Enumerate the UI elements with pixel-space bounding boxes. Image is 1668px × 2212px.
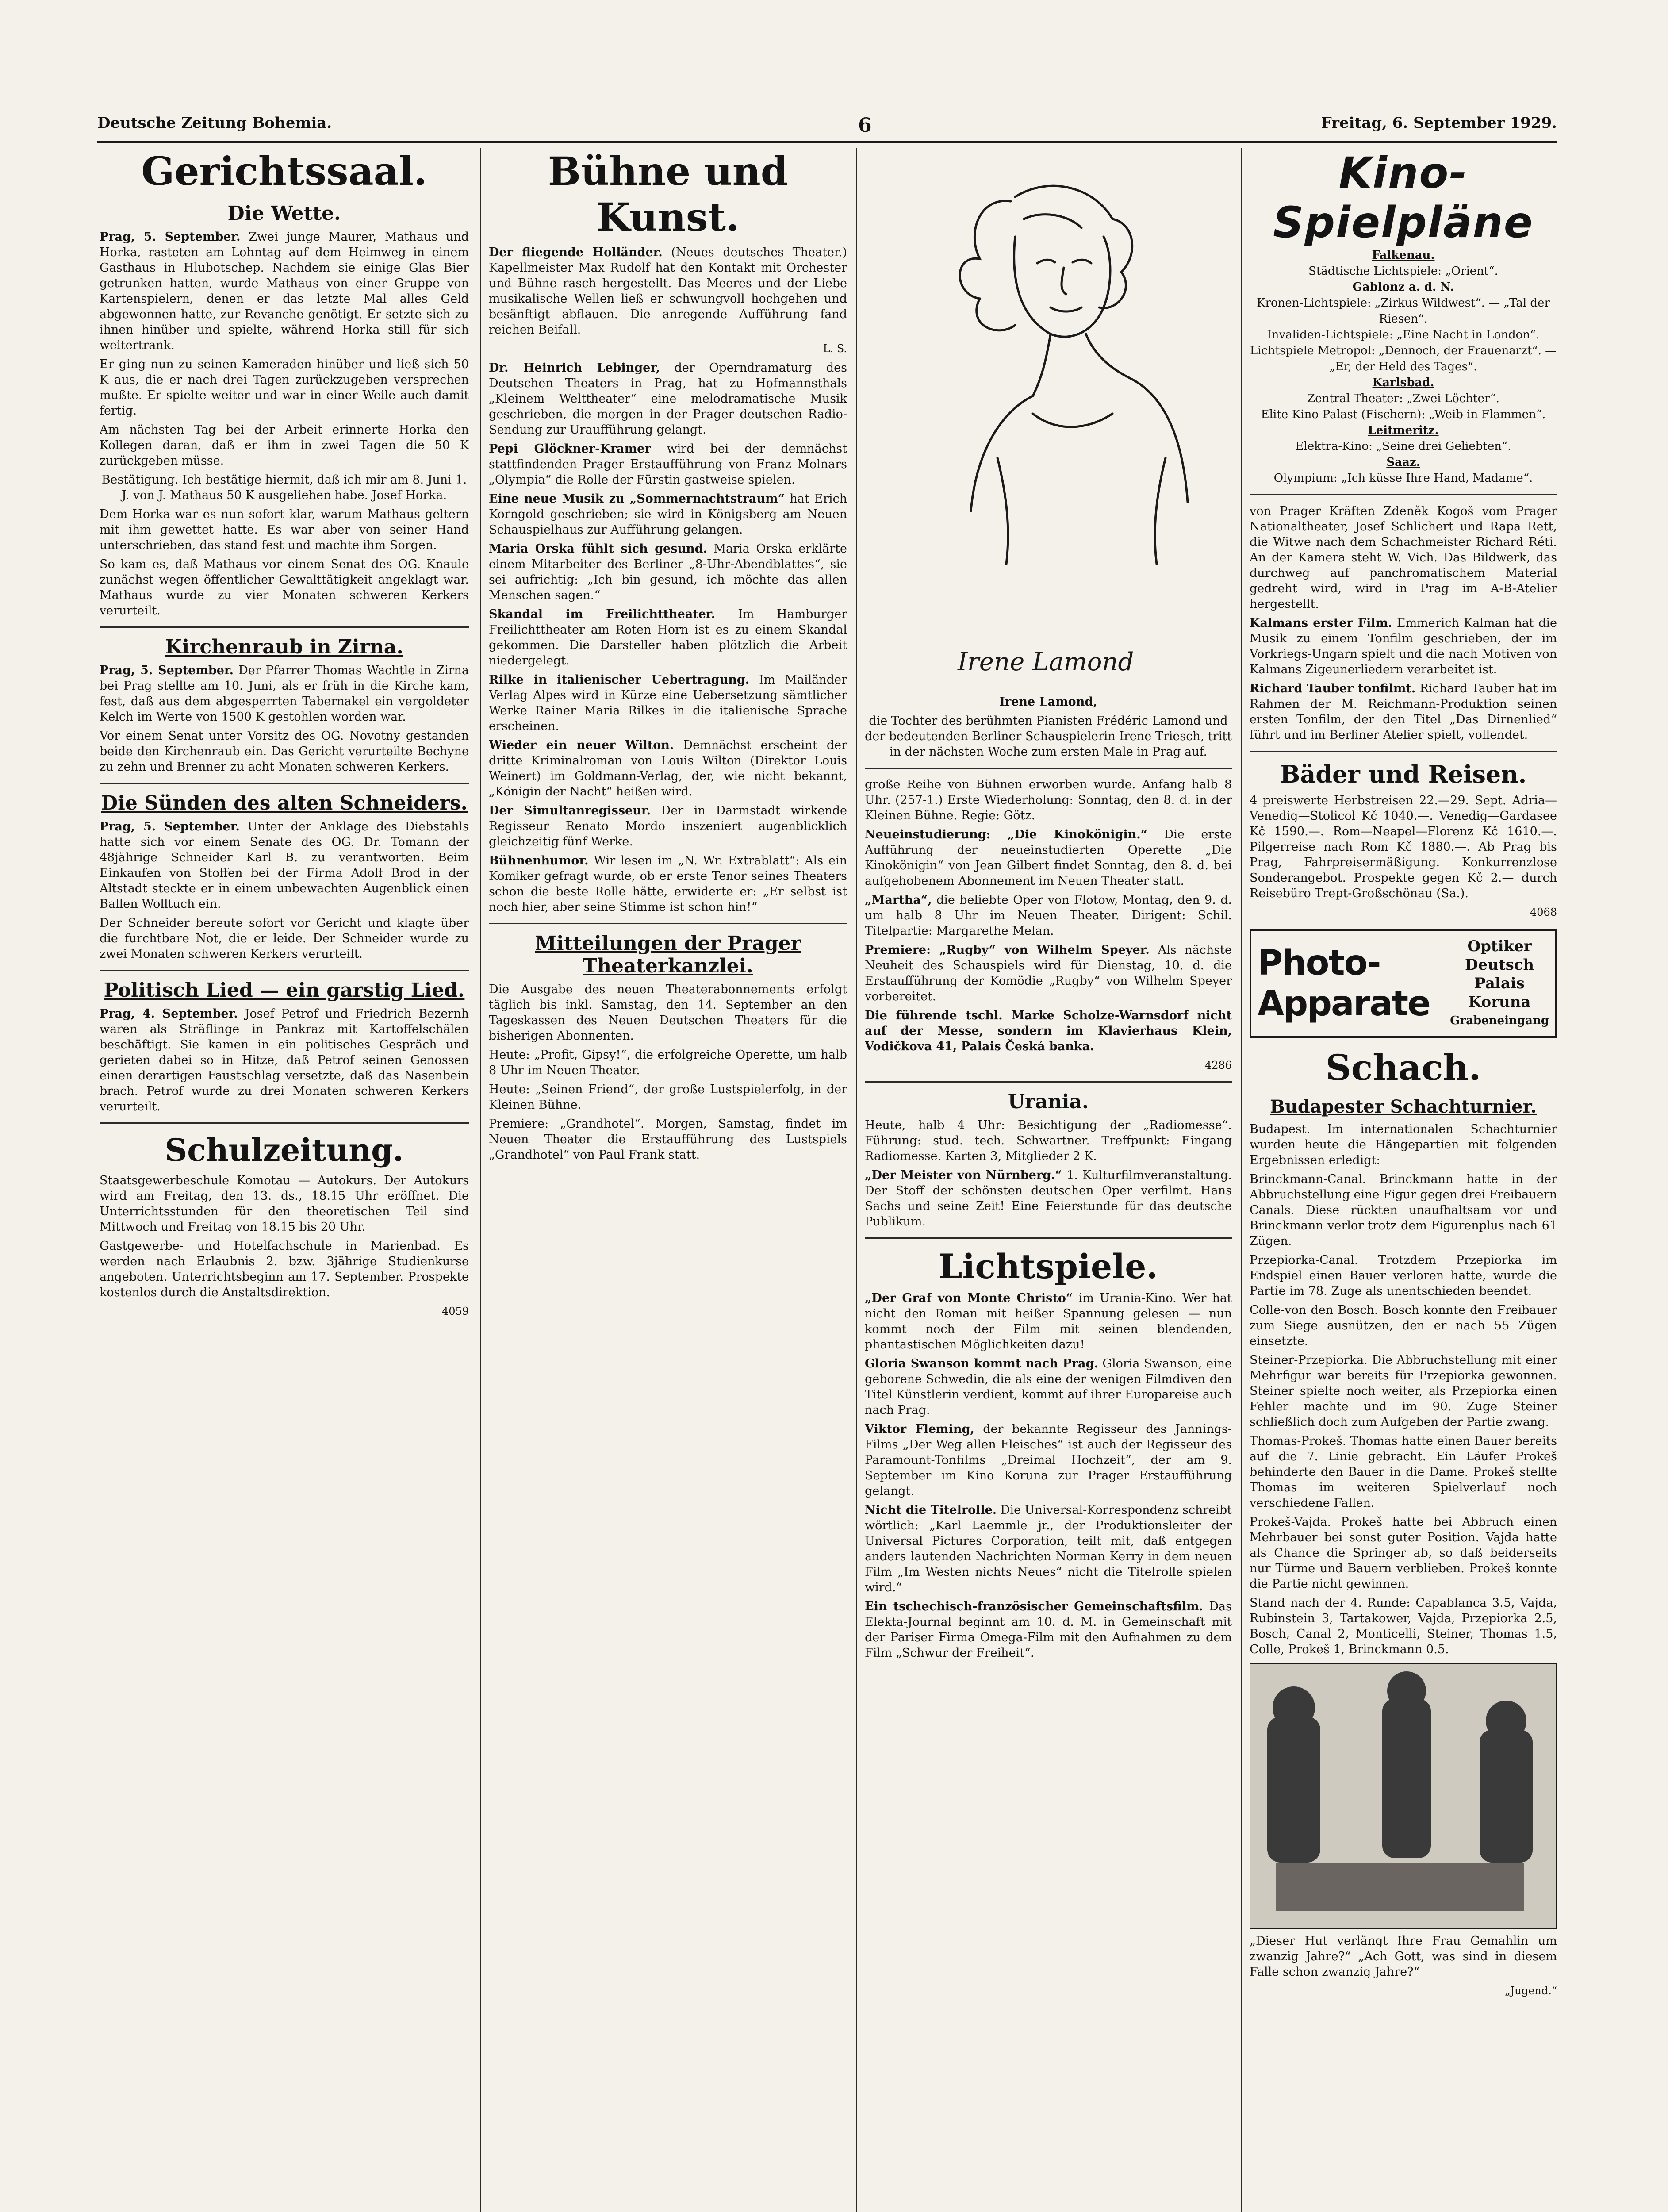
article-paragraph: Maria Orska fühlt sich gesund. Maria Orska erklärte einem Mitarbeiter des Berliner „8-Uhr-Abendblattes“, sie sei aufrichtig: „Ich bin gesund, ich möchte das allen Menschen sagen.“ xyxy=(489,542,847,602)
article-paragraph: Bühnenhumor. Wir lesen im „N. Wr. Extrablatt“: Als ein Komiker gefragt wurde, ob er erste Tenor seines Theaters schon die beste Rolle hätte, erwiderte er: „Er selbst ist noch hier, aber seine Stimme ist schon hin!“ xyxy=(489,854,847,914)
cartoon-caption: „Dieser Hut verlängt Ihre Frau Gemahlin um zwanzig Jahre?“ „Ach Gott, was sind in diesem Falle schon zwanzig Jahre?“ xyxy=(1250,1934,1557,1979)
article-paragraph: Pepi Glöckner-Kramer wird bei der demnächst stattfindenden Prager Erstaufführung von Franz Molnars „Olympia“ die Rolle der Fürstin gastweise spielen. xyxy=(489,442,847,487)
divider xyxy=(489,923,847,924)
cartoon-image xyxy=(1250,1663,1557,1929)
listing-item: Leitmeritz. Elektra-Kino: „Seine drei Geliebten“. xyxy=(1295,424,1511,453)
article-title-wette: Die Wette. xyxy=(227,202,341,225)
article-paragraph: Wieder ein neuer Wilton. Demnächst erscheint der dritte Kriminalroman von Louis Wilton (Direktor Louis Weinert) im Goldmann-Verlag, der, wie nicht bekannt, „Königin der Nacht“ heißen wird. xyxy=(489,738,847,799)
divider xyxy=(100,783,469,784)
article-paragraph: Premiere: „Rugby“ von Wilhelm Speyer. Als nächste Neuheit des Schauspiels wird für Dienstag, 10. d. die Erstaufführung der Komödie „Rugby“ von Wilhelm Speyer vorbereitet. xyxy=(865,943,1232,1003)
article-paragraph: Die Ausgabe des neuen Theaterabonnements erfolgt täglich bis inkl. Samstag, den 14. September an den Tageskassen des Neuen Deutschen Theaters für die bisherigen Abonnenten. xyxy=(489,983,847,1043)
listing-item: Invaliden-Lichtspiele: „Eine Nacht in London“. xyxy=(1267,328,1540,342)
article-paragraph: Der fliegende Holländer. (Neues deutsches Theater.) Kapellmeister Max Rudolf hat den Kontakt mit Orchester und Bühne rasch hergestellt. Das Meeres und der Liebe musikalische Wellen ließ er schwungvoll hochgehen und besänftigt abflauen. Die anregende Aufführung fand reichen Beifall. xyxy=(489,246,847,337)
column-lichtspiele xyxy=(865,148,1232,2212)
article-paragraph: Colle-von den Bosch. Bosch konnte den Freibauer zum Siege ausnützen, den er nach 55 Zügen einsetzte. xyxy=(1250,1303,1557,1348)
article-paragraph: Eine neue Musik zu „Sommernachtstraum“ hat Erich Korngold geschrieben; sie wird in Königsberg am Neuen Schauspielhaus zur Aufführung gelangen. xyxy=(489,492,847,537)
article-paragraph: große Reihe von Bühnen erworben wurde. Anfang halb 8 Uhr. (257-1.) Erste Wiederholung: Sonntag, den 8. d. in der Kleinen Bühne. Regie: Götz. xyxy=(865,778,1232,822)
article-paragraph: Heute: „Seinen Friend“, der große Lustspielerfolg, in der Kleinen Bühne. xyxy=(489,1083,847,1112)
divider xyxy=(865,1237,1232,1239)
issue-date: Freitag, 6. September 1929. xyxy=(1321,114,1557,132)
article-paragraph: Prag, 4. September. Josef Petrof und Friedrich Bezernh waren als Sträflinge in Pankraz mit Kartoffelschälen beschäftigt. Sie kamen in ein politisches Gespräch und gerieten dabei so in Hitze, daß Petrof seinen Genossen einen derartigen Faustschlag versetzte, daß das Nasenbein brach. Petrof wurde zu drei Monaten schweren Kerkers verurteilt. xyxy=(100,1007,469,1114)
article-paragraph: „Der Graf von Monte Christo“ im Urania-Kino. Wer hat nicht den Roman mit heißer Spannung gelesen — nun kommt noch der Film mit seinen blendenden, phantastischen Möglichkeiten dazu! xyxy=(865,1291,1232,1352)
page-header xyxy=(97,114,1557,141)
column-gerichtssaal xyxy=(100,148,469,2212)
column-buehne-und-kunst xyxy=(489,148,847,2212)
article-signature: L. S. xyxy=(823,342,847,355)
article-note: Bestätigung. Ich bestätige hiermit, daß ich mir am 8. Juni 1. J. von J. Mathaus 50 K ausgeliehen habe. Josef Horka. xyxy=(101,473,467,502)
article-paragraph: Der Schneider bereute sofort vor Gericht und klagte über die furchtbare Not, die er leide. Der Schneider wurde zu zwei Monaten schweren Kerkers verurteilt. xyxy=(100,916,469,961)
article-paragraph: Prokeš-Vajda. Prokeš hatte bei Abbruch einen Mehrbauer bei sonst guter Position. Vajda hatte als Chance die Springer ab, so daß beiderseits nur Türme und Bauern verblieben. Prokeš konnte die Partie nicht gewinnen. xyxy=(1250,1515,1557,1591)
ad-number: 4059 xyxy=(441,1305,469,1317)
article-paragraph: „Der Meister von Nürnberg.“ 1. Kulturfilmveranstaltung. Der Stoff der schönsten deutschen Oper verfilmt. Hans Sachs und seine Zeit! Eine Feierstunde für das deutsche Publikum. xyxy=(865,1168,1232,1229)
column-divider xyxy=(480,148,481,2212)
section-title-buehne-und-kunst: Bühne und Kunst. xyxy=(548,148,788,240)
column-divider xyxy=(1241,148,1242,2212)
divider xyxy=(1250,494,1557,495)
article-paragraph: Staatsgewerbeschule Komotau — Autokurs. Der Autokurs wird am Freitag, den 13. ds., 18.15 Uhr eröffnet. Die Unterrichtsstunden für den theoretischen Teil sind Mittwoch und Freitag von 18.15 bis 20 Uhr. xyxy=(100,1174,469,1234)
listing-item: Lichtspiele Metropol: „Dennoch, der Frauenarzt“. — „Er, der Held des Tages“. xyxy=(1250,344,1557,373)
photo-apparate-advertisement xyxy=(1250,929,1557,1038)
section-title-gerichtssaal: Gerichtssaal. xyxy=(141,148,427,194)
article-paragraph: Premiere: „Grandhotel“. Morgen, Samstag, findet im Neuen Theater die Erstaufführung des Lustspiels „Grandhotel“ von Paul Frank statt. xyxy=(489,1117,847,1162)
article-paragraph: von Prager Kräften Zdeněk Kogoš vom Prager Nationaltheater, Josef Schlichert und Rapa Rett, die Witwe nach dem Schachmeister Richard Réti. An der Kamera steht W. Vich. Das Bildwerk, das durchweg auf panchromatischem Material gedreht wird, wird in Prag im A-B-Atelier hergestellt. xyxy=(1250,504,1557,611)
article-paragraph: Prag, 5. September. Zwei junge Maurer, Mathaus und Horka, rasteten am Lohntag auf dem Heimweg in einem Gasthaus in Hlubotschep. Nachdem sie einige Glas Bier getrunken hatten, wurde Mathaus von einer Gruppe von Kartenspielern, denen er das letzte Mal alles Geld abgewonnen hatte, zur Revanche genötigt. Er setzte sich zu ihnen hinüber und spielte, während Horka still für sich weitertrank. xyxy=(100,230,469,352)
article-paragraph: Viktor Fleming, der bekannte Regisseur des Jannings-Films „Der Weg allen Fleisches“ ist auch der Regisseur des Paramount-Tonfilms „Dreimal Hochzeit“, der am 9. September im Kino Koruna zur Prager Erstaufführung gelangt. xyxy=(865,1422,1232,1498)
listing-item: Karlsbad. Zentral-Theater: „Zwei Löchter“. xyxy=(1307,376,1499,405)
section-title-baeder-und-reisen: Bäder und Reisen. xyxy=(1280,760,1527,788)
header-rule xyxy=(97,141,1557,143)
page-number: 6 xyxy=(858,114,872,137)
column-kino-schach xyxy=(1250,148,1557,2212)
listing-item: Falkenau. Städtische Lichtspiele: „Orient“. xyxy=(1308,249,1498,278)
column-divider xyxy=(856,148,857,2212)
section-title-schulzeitung: Schulzeitung. xyxy=(165,1132,404,1168)
article-paragraph: Brinckmann-Canal. Brinckmann hatte in der Abbruchstellung eine Figur gegen drei Freibauern Canals. Diese rückten unaufhaltsam vor und Brinckmann verlor trotz dem Figurenplus nach 61 Zügen. xyxy=(1250,1172,1557,1248)
article-paragraph: So kam es, daß Mathaus vor einem Senat des OG. Knaule zunächst wegen öffentlicher Gewalttätigkeit angeklagt war. Mathaus wurde zu vier Monaten schweren Kerkers verurteilt. xyxy=(100,557,469,618)
ad-headline: Photo-Apparate xyxy=(1258,943,1430,1024)
section-title-urania: Urania. xyxy=(1008,1091,1089,1113)
article-paragraph: Stand nach der 4. Runde: Capablanca 3.5, Vajda, Rubinstein 3, Tartakower, Vajda, Przepiorka 2.5, Bosch, Canal 2, Monticelli, Steiner, Thomas 1.5, Colle, Prokeš 1, Brinckmann 0.5. xyxy=(1250,1596,1557,1656)
divider xyxy=(100,626,469,628)
article-paragraph: Prag, 5. September. Der Pfarrer Thomas Wachtle in Zirna bei Prag stellte am 10. Juni, als er früh in die Kirche kam, fest, daß aus dem abgesperrten Tabernakel ein vergoldeter Kelch im Werte von 1500 K gestohlen worden war. xyxy=(100,664,469,724)
section-title-schach: Schach. xyxy=(1325,1047,1481,1088)
portrait-caption: die Tochter des berühmten Pianisten Frédéric Lamond und der bedeutenden Berliner Schauspielerin Irene Triesch, tritt in der nächsten Woche zum ersten Male in Prag auf. xyxy=(865,714,1232,759)
divider xyxy=(100,1122,469,1124)
article-title-politisch-lied: Politisch Lied — ein garstig Lied. xyxy=(104,979,465,1002)
portrait-sketch-image xyxy=(865,148,1232,692)
article-paragraph: Nicht die Titelrolle. Die Universal-Korrespondenz schreibt wörtlich: „Karl Laemmle jr., der Produktionsleiter der Universal Pictures Corporation, teilt mit, daß entgegen anders lautenden Nachrichten Norman Kerry in dem neuen Film „Im Westen nichts Neues“ nicht die Titelrolle spielen wird.“ xyxy=(865,1503,1232,1594)
article-paragraph: Steiner-Przepiorka. Die Abbruchstellung mit einer Mehrfigur war bereits für Przepiorka gewonnen. Steiner spielte noch weiter, als Przepiorka einen Fehler machte und im 90. Zuge Steiner schließlich doch zum Aufgeben der Partie zwang. xyxy=(1250,1353,1557,1429)
article-paragraph: Gloria Swanson kommt nach Prag. Gloria Swanson, eine geborene Schwedin, die als eine der wenigen Filmdiven den Titel Künstlerin verdient, kommt auf ihrer Europareise auch nach Prag. xyxy=(865,1357,1232,1417)
article-title-budapester-turnier: Budapester Schachturnier. xyxy=(1269,1096,1537,1117)
portrait-signature: Irene Lamond xyxy=(958,648,1134,676)
article-paragraph: Thomas-Prokeš. Thomas hatte einen Bauer bereits auf die 7. Linie gebracht. Ein Läufer Prokeš behinderte den Bauer in die Dame. Prokeš stellte Thomas im weiteren Spielverlauf noch verschiedene Fallen. xyxy=(1250,1434,1557,1510)
article-paragraph: Am nächsten Tag bei der Arbeit erinnerte Horka den Kollegen daran, daß er ihm in zwei Tagen die 50 K zurückgeben müsse. xyxy=(100,423,469,468)
divider xyxy=(865,1081,1232,1083)
listing-item: Elite-Kino-Palast (Fischern): „Weib in Flammen“. xyxy=(1261,408,1546,421)
section-title-lichtspiele: Lichtspiele. xyxy=(939,1247,1158,1286)
ad-number: 4068 xyxy=(1530,906,1557,918)
article-paragraph: Dr. Heinrich Lebinger, der Operndramaturg des Deutschen Theaters in Prag, hat zu Hofmannsthals „Kleinem Welttheater“ eine melodramatische Musik geschrieben, die morgen in der Prager deutschen Radio-Sendung zur Uraufführung gelangt. xyxy=(489,361,847,437)
article-title-schneider: Die Sünden des alten Schneiders. xyxy=(101,792,468,814)
article-paragraph: Kalmans erster Film. Emmerich Kalman hat die Musik zu einem Tonfilm geschrieben, der im Vorkriegs-Ungarn spielt und die nach Motiven von Kalmans Zigeunerliedern verarbeitet ist. xyxy=(1250,616,1557,676)
ad-number: 4286 xyxy=(1204,1059,1232,1071)
ad-address: Optiker Deutsch Palais Koruna Grabeneingang xyxy=(1450,937,1549,1027)
listing-item: Gablonz a. d. N. Kronen-Lichtspiele: „Zirkus Wildwest“. — „Tal der Riesen“. xyxy=(1257,280,1550,326)
article-paragraph: Skandal im Freilichttheater. Im Hamburger Freilichttheater am Roten Horn ist es zu einem Skandal gekommen. Die Darsteller haben plötzlich die Arbeit niedergelegt. xyxy=(489,607,847,668)
article-paragraph: Prag, 5. September. Unter der Anklage des Diebstahls hatte sich vor einem Senate des OG. Dr. Tomann der 48jährige Schneider Karl B. zu verantworten. Beim Einkaufen von Stoffen bei der Firma Adolf Brod in der Altstadt steckte er in einem unbewachten Augenblick einen Ballen Wolltuch ein. xyxy=(100,820,469,911)
article-paragraph: Rilke in italienischer Uebertragung. Im Mailänder Verlag Alpes wird in Kürze eine Uebersetzung sämtlicher Werke Rainer Maria Rilkes in die italienische Sprache erscheinen. xyxy=(489,673,847,733)
divider xyxy=(100,970,469,971)
listing-item: Saaz. Olympium: „Ich küsse Ihre Hand, Madame“. xyxy=(1273,456,1533,485)
article-title-mitteilungen: Mitteilungen der Prager Theaterkanzlei. xyxy=(535,932,801,977)
article-paragraph: Heute: „Profit, Gipsy!“, die erfolgreiche Operette, um halb 8 Uhr im Neuen Theater. xyxy=(489,1048,847,1077)
article-paragraph: „Martha“, die beliebte Oper von Flotow, Montag, den 9. d. um halb 8 Uhr im Neuen Theater. Dirigent: Schil. Titelpartie: Margarethe Melan. xyxy=(865,893,1232,938)
article-paragraph: Neueinstudierung: „Die Kinokönigin.“ Die erste Aufführung der neueinstudierten Operette „Die Kinokönigin“ von Jean Gilbert findet Sonntag, den 8. d. bei aufgehobenem Abonnement im Neuen Theater statt. xyxy=(865,828,1232,888)
divider xyxy=(1250,751,1557,752)
article-paragraph: Przepiorka-Canal. Trotzdem Przepiorka im Endspiel einen Bauer verloren hatte, wurde die Partie im 78. Zuge als unentschieden beendet. xyxy=(1250,1253,1557,1298)
article-paragraph: Heute, halb 4 Uhr: Besichtigung der „Radiomesse“. Führung: stud. tech. Schwartner. Treffpunkt: Eingang Radiomesse. Karten 3, Mitglieder 2 K. xyxy=(865,1118,1232,1163)
article-paragraph: Gastgewerbe- und Hotelfachschule in Marienbad. Es werden nach Erlaubnis 2. bzw. 3jährige Studienkurse angeboten. Unterrichtsbeginn am 17. September. Prospekte kostenlos durch die Anstaltsdirektion. xyxy=(100,1239,469,1299)
article-paragraph: 4 preiswerte Herbstreisen 22.—29. Sept. Adria—Venedig—Stolicol Kč 1040.—. Venedig—Gardasee Kč 1590.—. Rom—Neapel—Florenz Kč 1610.—. Pilgerreise nach Rom Kč 1880.—. Ab Prag bis Prag, Fahrpreisermäßigung. Konkurrenzlose Sonderangebot. Prospekte gegen Kč 2.— durch Reisebüro Trept-Großschönau (Sa.). xyxy=(1250,794,1557,900)
section-title-kino-spielplaene: Kino-Spielpläne xyxy=(1273,148,1534,247)
article-paragraph: Ein tschechisch-französischer Gemeinschaftsfilm. Das Elekta-Journal beginnt am 10. d. M. in Gemeinschaft mit der Pariser Firma Omega-Film mit den Aufnahmen zu dem Film „Schwur der Freiheit“. xyxy=(865,1600,1232,1660)
article-paragraph: Er ging nun zu seinen Kameraden hinüber und ließ sich 50 K aus, die er nach drei Tagen zurückzugeben versprechen mußte. Er spielte weiter und war in einer Weile auch damit fertig. xyxy=(100,357,469,418)
article-paragraph: Budapest. Im internationalen Schachturnier wurden heute die Hängepartien mit folgenden Ergebnissen erledigt: xyxy=(1250,1122,1557,1167)
article-paragraph: Vor einem Senat unter Vorsitz des OG. Novotny gestanden beide den Kirchenraub ein. Das Gericht verurteilte Bechyne zu zehn und Brenner zu acht Monaten schweren Kerkers. xyxy=(100,729,469,774)
kino-listings xyxy=(1250,247,1557,486)
cartoon-source: „Jugend.“ xyxy=(1505,1985,1557,1997)
article-paragraph: Richard Tauber tonfilmt. Richard Tauber hat im Rahmen der M. Reichmann-Produktion seinen ersten Tonfilm, der den Titel „Das Dirnenlied“ führt und im Berliner Atelier spielt, vollendet. xyxy=(1250,682,1557,742)
article-paragraph: Der Simultanregisseur. Der in Darmstadt wirkende Regisseur Renato Mordo inszeniert augenblicklich gleichzeitig fünf Werke. xyxy=(489,804,847,849)
newspaper-name: Deutsche Zeitung Bohemia. xyxy=(97,114,332,132)
divider xyxy=(865,768,1232,769)
article-paragraph: Dem Horka war es nun sofort klar, warum Mathaus geltern mit ihm gewettet hatte. Es war aber von seiner Hand unterschrieben, das stand fest und machte ihm Sorgen. xyxy=(100,507,469,552)
portrait-caption-title: Irene Lamond, xyxy=(999,695,1097,709)
article-title-kirchenraub: Kirchenraub in Zirna. xyxy=(165,636,403,658)
piano-advertisement: Die führende tschl. Marke Scholze-Warnsdorf nicht auf der Messe, sondern im Klavierhaus Klein, Vodičkova 41, Palais Česká banka. xyxy=(865,1009,1232,1053)
